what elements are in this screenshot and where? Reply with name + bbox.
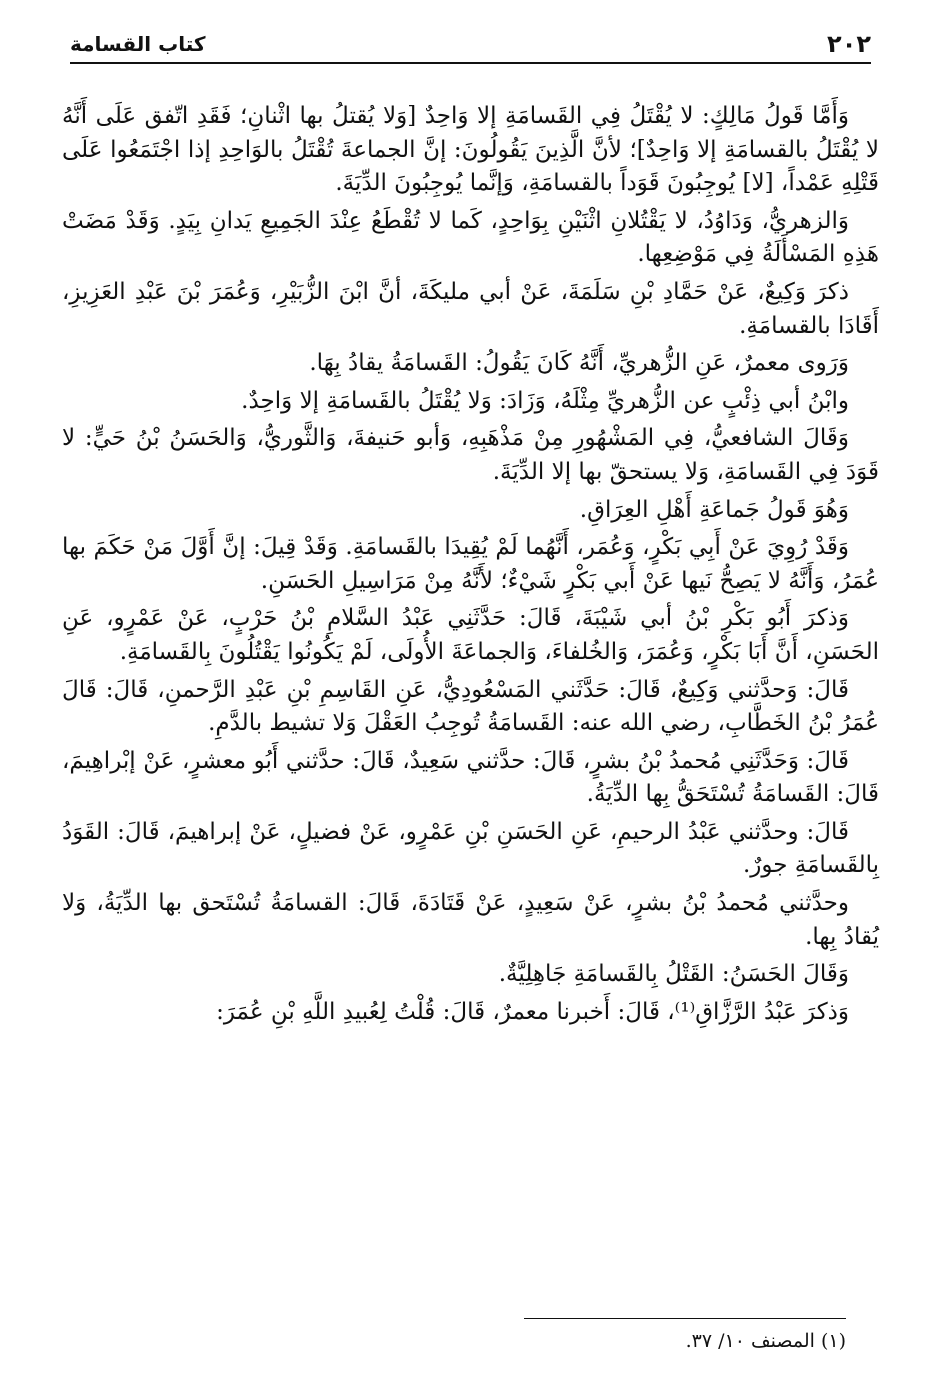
paragraph: وَالزهريُّ، وَدَاوُدُ، لا يَقْتُلانِ اثْنَيْنِ بِوَاحِدٍ، كَما لا تُقْطَعُ عِنْدَ الجَمِيعِ يَدانِ بِيَدٍ. وَقَدْ مَضَتْ هَذِهِ المَسْأَلَةُ فِي مَوْضِعِها. xyxy=(62,207,879,268)
page-number: ٢٠٢ xyxy=(827,30,871,58)
paragraph: وحدَّثني مُحمدُ بْنُ بشرٍ، عَنْ سَعِيدٍ، عَنْ قَتَادَةَ، قَالَ: القسامَةُ تُسْتَحق بها الدِّيَةُ، وَلا يُقادُ بِها. xyxy=(62,890,879,950)
paragraph: وَذكرَ أَبُو بَكْرِ بْنُ أبي شَيْبَةَ، قَالَ: حَدَّثَنِي عَبْدُ السَّلامِ بْنُ حَرْبٍ، عَنْ عَمْرٍو، عَنِ الحَسَنِ، أَنَّ أَبَا بَكْرٍ، وَعُمَرَ، وَالخُلفاءَ، وَالجماعَةَ الأُولَى، لَمْ يَكُونُوا يَقْتُلُونَ بِالقَسامَةِ. xyxy=(62,605,879,665)
paragraph: قَالَ: وَحَدَّثَنِي مُحمدُ بْنُ بشرٍ، قَالَ: حدَّثني سَعِيدٌ، قَالَ: حدَّثني أَبُو معشرٍ، عَنْ إبْراهِيمَ، قَالَ: القَسامَةُ تُسْتَحَقُّ بِها الدِّيَةُ. xyxy=(62,747,879,808)
footnote: (١) المصنف ١٠/ ٣٧. xyxy=(685,1330,846,1352)
running-header xyxy=(70,30,871,64)
paragraph: وَأَمَّا قَولُ مَالِكٍ: لا يُقْتَلُ فِي القَسامَةِ إلا وَاحِدٌ [وَلا يُقتلُ بها اثْنانِ؛ فَقَدِ اتّفق عَلَى أَنَّهُ لا يُقْتَلُ بالقسامَةِ إلا وَاحِدٌ]؛ لأنَّ الَّذِينَ يَقُولُونَ: إنَّ الجماعةَ تُقْتَلُ بالوَاحِدِ إذا اجْتَمَعُوا عَلَى قَتْلِهِ عَمْداً، [لا] يُوجِبُونَ قَوَداً بالقسامَةِ، وَإنَّما يُوجِبُونَ الدِّيَةَ. xyxy=(62,103,879,197)
paragraph: ذكرَ وَكِيعٌ، عَنْ حَمَّادِ بْنِ سَلَمَةَ، عَنْ أبي مليكَةَ، أنَّ ابْنَ الزُّبَيْرِ، وَعُمَرَ بْنَ عَبْدِ العَزِيزِ، أَقَادَا بالقسامَةِ. xyxy=(62,278,879,339)
paragraph: قَالَ: وحدَّثني عَبْدُ الرحيمِ، عَنِ الحَسَنِ بْنِ عَمْرٍو، عَنْ فضيلٍ، عَنْ إبراهيمَ، قَالَ: القَوَدُ بِالقَسامَةِ جورٌ. xyxy=(62,818,879,879)
paragraph: وَقَالَ الحَسَنُ: القَتْلُ بِالقَسامَةِ جَاهِلِيَّةٌ. xyxy=(498,961,849,988)
paragraph: قَالَ: وَحدَّثني وَكِيعٌ، قَالَ: حَدَّثَني المَسْعُودِيُّ، عَنِ القَاسِمِ بْنِ عَبْدِ الرَّحمنِ، قَالَ: قَالَ عُمَرُ بْنُ الخَطَّابِ، رضي الله عنه: القَسامَةُ تُوجِبُ العَقْلَ وَلا تشيط بالدَّمِ. xyxy=(62,676,879,737)
main-text xyxy=(62,100,879,1033)
paragraph: وَهُوَ قَولُ جَماعَةِ أَهْلِ العِرَاقِ. xyxy=(579,496,849,523)
paragraph: وَقَالَ الشافعيُّ، فِي المَشْهُورِ مِنْ مَذْهَبِهِ، وَأبو حَنيفةَ، وَالثَّوريُّ، وَالحَسَنُ بْنُ حَيٍّ: لا قَوَدَ فِي القَسامَةِ، وَلا يستحقّ بها إلا الدِّيَةَ. xyxy=(62,425,879,485)
footnote-divider xyxy=(524,1318,846,1319)
chapter-title: كتاب القسامة xyxy=(70,32,206,56)
paragraph: وَذكرَ عَبْدُ الرَّزَّاقِ⁽¹⁾، قَالَ: أَخبرنا معمرٌ، قَالَ: قُلْتُ لِعُبيدِ اللَّهِ بْنِ عُمَرَ: xyxy=(216,998,849,1025)
paragraph: وابْنُ أبي ذِئْبٍ عن الزُّهريِّ مِثْلَهُ، وَزَادَ: وَلا يُقْتَلُ بالقَسامَةِ إلا وَاحِدٌ. xyxy=(241,387,849,414)
paragraph: وَرَوى معمرٌ، عَنِ الزُّهريِّ، أَنَّهُ كَانَ يَقُولُ: القَسامَةُ يقادُ بِهَا. xyxy=(309,350,849,377)
paragraph: وَقَدْ رُوِيَ عَنْ أَبِي بَكْرٍ، وَعُمَر، أَنَّهُما لَمْ يُقِيدَا بالقَسامَةِ. وَقَدْ قِيلَ: إنَّ أَوَّلَ مَنْ حَكَمَ بها عُمَرُ، وَأَنَّهُ لا يَصِحُّ نَيها عَنْ أَبي بَكْرٍ شَيْءٌ؛ لأَنَّهُ مِنْ مَرَاسِيلِ الحَسَنِ. xyxy=(62,534,879,594)
